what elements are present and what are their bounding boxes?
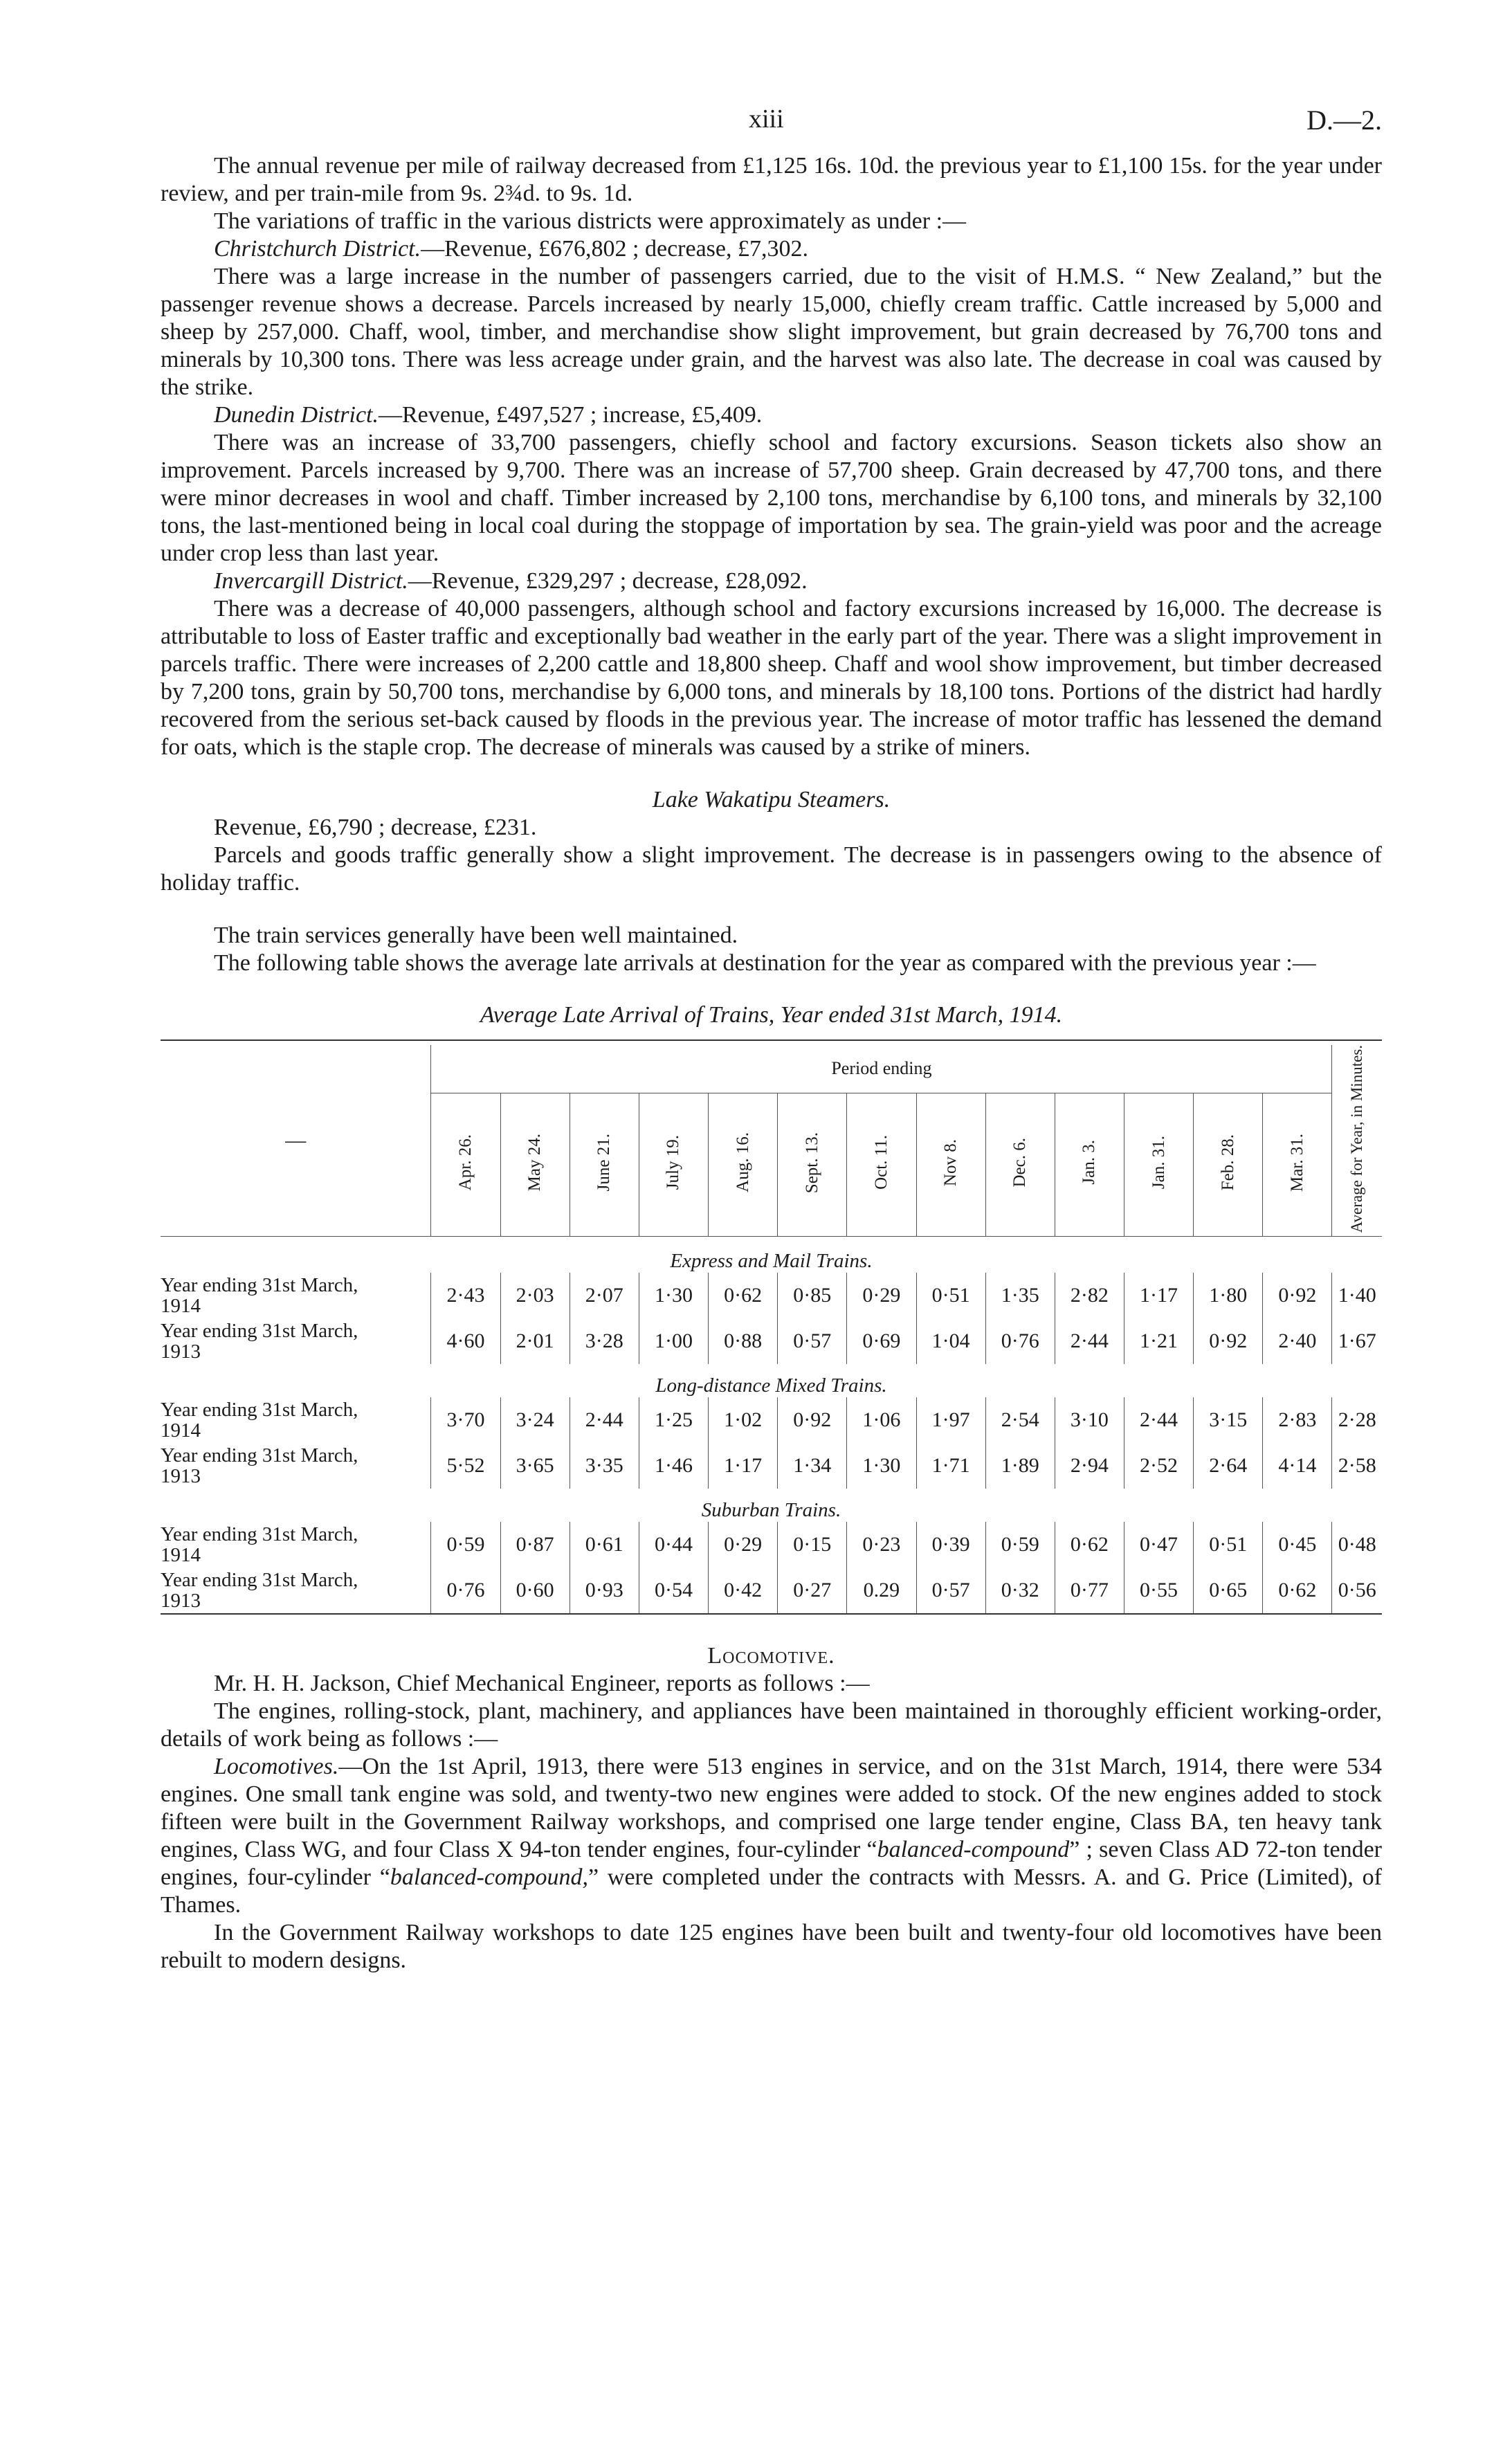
section-title-row (161, 1489, 1382, 1522)
table-cell: 2·43 (431, 1273, 500, 1318)
wakatipu-revenue: Revenue, £6,790 ; decrease, £231. (214, 815, 537, 840)
table-cell: 0·93 (570, 1568, 639, 1614)
table-cell: 1·34 (778, 1443, 847, 1489)
table-row (161, 1397, 1382, 1443)
table-cell: 3·65 (500, 1443, 570, 1489)
table-cell: 0·32 (985, 1568, 1055, 1614)
row-label: Year ending 31st March, 1914 (161, 1399, 358, 1442)
table-cell: 2·82 (1055, 1273, 1124, 1318)
table-cell: 0·27 (778, 1568, 847, 1614)
table-cell: 2·01 (500, 1318, 570, 1364)
table-cell: 1·21 (1124, 1318, 1193, 1364)
period-column-header: Oct. 11. (847, 1093, 916, 1237)
table-cell: 0·59 (431, 1522, 500, 1568)
row-label: Year ending 31st March, 1913 (161, 1444, 358, 1488)
table-cell: 4·14 (1263, 1443, 1332, 1489)
period-column-header: Feb. 28. (1194, 1093, 1263, 1237)
period-column-header: Sept. 13. (778, 1093, 847, 1237)
table-cell: 1·00 (639, 1318, 708, 1364)
table-cell: 1·30 (847, 1443, 916, 1489)
row-label: Year ending 31st March, 1914 (161, 1523, 358, 1567)
table-cell: 0·51 (916, 1273, 985, 1318)
table-cell: 1·80 (1194, 1273, 1263, 1318)
table-cell: 4·60 (431, 1318, 500, 1364)
table-cell: 1·30 (639, 1273, 708, 1318)
period-column-header: May 24. (500, 1093, 570, 1237)
table-cell: 0·47 (1124, 1522, 1193, 1568)
locomotive-heading: Locomotive. (707, 1643, 835, 1669)
table-cell: 1·71 (916, 1443, 985, 1489)
invercargill-text: There was a decrease of 40,000 passengers, although school and factory excursions increased by 16,000. The decrease is attributable to loss of Easter traffic and exceptionally bad weather in the early part of the year. There was a slight improvement in parcels traffic. There were increases of 2,200 cattle and 18,800 sheep. Chaff and wool show improvement, but timber decreased by 7,200 tons, grain by 50,700 tons, merchandise by 6,000 tons, and minerals by 18,100 tons. Portions of the district had hardly recovered from the serious set-back caused by floods in the previous year. The increase of motor traffic has lessened the demand for oats, which is the staple crop. The decrease of minerals was caused by a strike of miners. (161, 596, 1382, 760)
table-cell: 3·35 (570, 1443, 639, 1489)
table-cell: 1·46 (639, 1443, 708, 1489)
row-label: Year ending 31st March, 1913 (161, 1320, 358, 1363)
table-cell: 0·51 (1194, 1522, 1263, 1568)
table-cell: 3·15 (1194, 1397, 1263, 1443)
table-cell: 2·94 (1055, 1443, 1124, 1489)
period-column-header: Nov 8. (916, 1093, 985, 1237)
average-cell: 2·28 (1332, 1397, 1382, 1443)
table-cell: 0·29 (847, 1273, 916, 1318)
late-arrivals-table (161, 1039, 1382, 1617)
table-cell: 0·61 (570, 1522, 639, 1568)
row-header: — (285, 1129, 307, 1152)
period-column-header: July 19. (639, 1093, 708, 1237)
row-label: Year ending 31st March, 1913 (161, 1569, 358, 1613)
table-cell: 0·62 (709, 1273, 778, 1318)
dunedin-summary: Dunedin District.—Revenue, £497,527 ; increase, £5,409. (214, 402, 763, 428)
period-column-header: Jan. 3. (1055, 1093, 1124, 1237)
table-cell: 0·23 (847, 1522, 916, 1568)
locomotive-p1: The engines, rolling-stock, plant, machinery, and appliances have been maintained in thoroughly efficient working-order, details of work being as follows :— (161, 1698, 1382, 1752)
table-cell: 0·62 (1263, 1568, 1332, 1614)
variations-intro: The variations of traffic in the various districts were approximately as under :— (214, 208, 967, 234)
table-cell: 0·69 (847, 1318, 916, 1364)
table-cell: 0·39 (916, 1522, 985, 1568)
document-reference: D.—2. (1306, 105, 1382, 136)
table-cell: 1·06 (847, 1397, 916, 1443)
table-cell: 0·45 (1263, 1522, 1332, 1568)
christchurch-summary: Christchurch District.—Revenue, £676,802 ; decrease, £7,302. (214, 236, 808, 262)
section-title: Long-distance Mixed Trains. (655, 1374, 887, 1397)
table-cell: 2·54 (985, 1397, 1055, 1443)
table-cell: 0·85 (778, 1273, 847, 1318)
section-title: Express and Mail Trains. (670, 1250, 873, 1273)
table-cell: 2·83 (1263, 1397, 1332, 1443)
period-column-header: June 21. (570, 1093, 639, 1237)
locomotive-p3: In the Government Railway workshops to date 125 engines have been built and twenty-four old locomotives have been rebuilt to modern designs. (161, 1920, 1382, 1974)
table-cell: 2·40 (1263, 1318, 1332, 1364)
table-row (161, 1568, 1382, 1614)
table-cell: 2·52 (1124, 1443, 1193, 1489)
christchurch-name: Christchurch District. (214, 236, 421, 262)
table-cell: 1·35 (985, 1273, 1055, 1318)
table-row (161, 1522, 1382, 1568)
table-row (161, 1318, 1382, 1364)
table-row (161, 1443, 1382, 1489)
table-cell: 0·55 (1124, 1568, 1193, 1614)
table-cell: 0·44 (639, 1522, 708, 1568)
christchurch-text: There was a large increase in the number of passengers carried, due to the visit of H.M.S. “ New Zealand,” but the passenger revenue shows a decrease. Parcels increased by nearly 15,000, chiefly cream traffic. Cattle increased by 5,000 and sheep by 257,000. Chaff, wool, timber, and merchandise show slight improvement, but grain decreased by 76,700 tons and minerals by 10,300 tons. There was less acreage under grain, and the harvest was also late. The decrease in coal was caused by the strike. (161, 264, 1382, 400)
table-cell: 0·60 (500, 1568, 570, 1614)
table-cell: 1·25 (639, 1397, 708, 1443)
document-page (161, 104, 1382, 1974)
period-column-header: Aug. 16. (709, 1093, 778, 1237)
average-cell: 0·56 (1332, 1568, 1382, 1614)
table-cell: 0·76 (431, 1568, 500, 1614)
section-title: Suburban Trains. (701, 1499, 841, 1522)
period-column-header: Dec. 6. (985, 1093, 1055, 1237)
table-title: Average Late Arrival of Trains, Year ended 31st March, 1914. (480, 1002, 1063, 1028)
revenue-paragraph: The annual revenue per mile of railway decreased from £1,125 16s. 10d. the previous year to £1,100 15s. for the year under review, and per train-mile from 9s. 2¾d. to 9s. 1d. (161, 153, 1382, 206)
section-title-row (161, 1364, 1382, 1397)
table-cell: 0·54 (639, 1568, 708, 1614)
wakatipu-text: Parcels and goods traffic generally show a slight improvement. The decrease is in passengers owing to the absence of holiday traffic. (161, 842, 1382, 896)
table-cell: 0·62 (1055, 1522, 1124, 1568)
table-row (161, 1273, 1382, 1318)
table-body (161, 1239, 1382, 1617)
invercargill-summary: Invercargill District.—Revenue, £329,297 ; decrease, £28,092. (214, 568, 808, 594)
table-cell: 0·92 (1263, 1273, 1332, 1318)
table-cell: 0·76 (985, 1318, 1055, 1364)
table-cell: 0·65 (1194, 1568, 1263, 1614)
table-cell: 2·44 (1055, 1318, 1124, 1364)
dunedin-text: There was an increase of 33,700 passengers, chiefly school and factory excursions. Season tickets also show an improvement. Parcels increased by 9,700. There was an increase of 57,700 sheep. Grain decreased by 47,700 tons, and there were minor decreases in wool and chaff. Timber increased by 2,100 tons, merchandise by 6,100 tons, and minerals by 32,100 tons, the last-mentioned being in local coal during the stoppage of importation by sea. The grain-yield was poor and the acreage under crop less than last year. (161, 430, 1382, 566)
table-cell: 2·64 (1194, 1443, 1263, 1489)
table-cell: 0·92 (1194, 1318, 1263, 1364)
table-cell: 0·15 (778, 1522, 847, 1568)
table-cell: 3·28 (570, 1318, 639, 1364)
average-cell: 0·48 (1332, 1522, 1382, 1568)
table-header-row (161, 1045, 1382, 1093)
table-cell: 1·17 (709, 1443, 778, 1489)
table-cell: 1·89 (985, 1443, 1055, 1489)
table-cell: 5·52 (431, 1443, 500, 1489)
table-cell: 0·57 (778, 1318, 847, 1364)
table-cell: 0·88 (709, 1318, 778, 1364)
table-cell: 2·44 (570, 1397, 639, 1443)
table-cell: 1·02 (709, 1397, 778, 1443)
average-header: Average for Year, in Minutes. (1332, 1045, 1382, 1237)
period-column-header: Jan. 31. (1124, 1093, 1193, 1237)
table-cell: 1·04 (916, 1318, 985, 1364)
invercargill-name: Invercargill District. (214, 568, 408, 594)
period-ending-header: Period ending (431, 1045, 1332, 1093)
table-cell: 0·57 (916, 1568, 985, 1614)
table-cell: 3·10 (1055, 1397, 1124, 1443)
page-header (161, 104, 1382, 152)
table-cell: 2·07 (570, 1273, 639, 1318)
table-intro: The following table shows the average late arrivals at destination for the year as compared with the previous year :— (214, 950, 1316, 976)
section-title-row (161, 1239, 1382, 1273)
table-cell: 0·77 (1055, 1568, 1124, 1614)
table-cell: 1·97 (916, 1397, 985, 1443)
table-cell: 2·03 (500, 1273, 570, 1318)
average-cell: 1·67 (1332, 1318, 1382, 1364)
period-column-header: Mar. 31. (1263, 1093, 1332, 1237)
table-cell: 0·42 (709, 1568, 778, 1614)
average-cell: 2·58 (1332, 1443, 1382, 1489)
table-cell: 0.29 (847, 1568, 916, 1614)
period-column-header: Apr. 26. (431, 1093, 500, 1237)
table-cell: 3·24 (500, 1397, 570, 1443)
dunedin-name: Dunedin District. (214, 402, 379, 428)
train-services-paragraph: The train services generally have been well maintained. (214, 923, 738, 948)
table-cell: 0·29 (709, 1522, 778, 1568)
average-cell: 1·40 (1332, 1273, 1382, 1318)
table-cell: 0·92 (778, 1397, 847, 1443)
table-cell: 1·17 (1124, 1273, 1193, 1318)
wakatipu-heading: Lake Wakatipu Steamers. (652, 787, 891, 812)
locomotive-p2: Locomotives.—On the 1st April, 1913, there were 513 engines in service, and on the 31st March, 1914, there were 534 engines. One small tank engine was sold, and twenty-two new engines were added to stock. Of the new engines added to stock fifteen were built in the Government Railway workshops, and comprised one large tender engine, Class BA, ten heavy tank engines, Class WG, and four Class X 94-ton tender engines, four-cylinder “balanced-compound” ; seven Class AD 72-ton tender engines, four-cylinder “balanced-compound,” were completed under the contracts with Messrs. A. and G. Price (Limited), of Thames. (161, 1754, 1383, 1918)
table-cell: 2·44 (1124, 1397, 1193, 1443)
table-cell: 0·87 (500, 1522, 570, 1568)
table-cell: 0·59 (985, 1522, 1055, 1568)
locomotive-intro: Mr. H. H. Jackson, Chief Mechanical Engineer, reports as follows :— (214, 1671, 870, 1697)
table-cell: 3·70 (431, 1397, 500, 1443)
row-label: Year ending 31st March, 1914 (161, 1274, 358, 1318)
page-number: xiii (749, 105, 784, 134)
